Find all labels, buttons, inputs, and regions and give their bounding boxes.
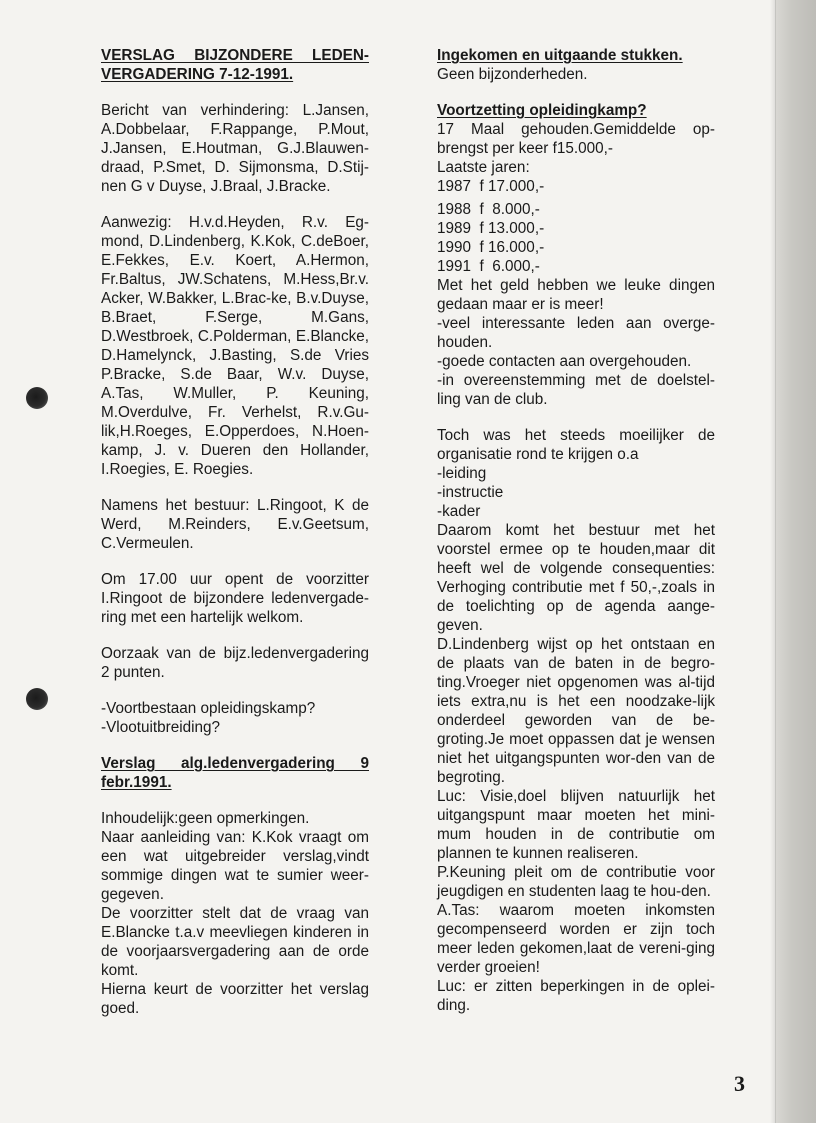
difficulty-text: Toch was het steeds moeilijker de organisatie rond te krijgen o.a	[437, 427, 715, 463]
last-years-label: Laatste jaren:	[437, 159, 530, 176]
page-edge-shadow	[770, 0, 776, 1123]
proposal-text: Daarom komt het bestuur met het voorstel ermee op te houden,maar dit heeft wel de volgende consequenties: Verhoging contributie met f 50,-,zoals in de toelichting op de agenda aange-geven.	[437, 522, 715, 634]
review-paragraphs	[101, 809, 369, 1018]
year-row: 1988 f 8.000,-	[437, 201, 540, 218]
opening-text: Om 17.00 uur opent de voorzitter I.Ringoot de bijzondere ledenvergade-ring met een hartelijk welkom.	[101, 571, 369, 626]
punch-hole-bottom	[26, 688, 48, 710]
year-row: 1990 f 16.000,-	[437, 239, 545, 256]
opening-paragraph	[101, 570, 369, 627]
attendees-text: Aanwezig: H.v.d.Heyden, R.v. Eg-mond, D.Lindenberg, K.Kok, C.deBoer, E.Fekkes, E.v. Koert, A.Hermon, Fr.Baltus, JW.Schatens, M.Hess,Br.v. Acker, W.Bakker, L.Brac-ke, B.v.Duyse, B.Braet, F.Serge, M.Gans, D.Westbroek, C.Polderman, E.Blancke, D.Hamelynck, J.Basting, S.de Vries P.Bracke, S.de Baar, W.v. Duyse, A.Tas, W.Muller, P. Keuning, M.Overdulve, Fr. Verhelst, R.v.Gu-lik,H.Roeges, E.Opperdoes, N.Hoen-kamp, J. v. Dueren den Hollander, I.Roegies, E. Roegies.	[101, 214, 369, 478]
verslag2-heading	[101, 754, 369, 792]
page-number: 3	[734, 1071, 745, 1096]
year-row: 1987 f 17.000,-	[437, 178, 545, 195]
cause-text: Oorzaak van de bijz.ledenvergadering 2 punten.	[101, 645, 369, 681]
absentees-text: Bericht van verhindering: L.Jansen, A.Dobbelaar, F.Rappange, P.Mout, J.Jansen, E.Houtman, G.J.Blauwen-draad, P.Smet, D. Sijmonsma, D.Stij-nen G v Duyse, J.Braal, J.Bracke.	[101, 102, 369, 195]
members-text: -veel interessante leden aan overge-houden.	[437, 315, 715, 351]
verslag-heading	[101, 46, 369, 84]
board-text: Namens het bestuur: L.Ringoot, K de Werd, M.Reinders, E.v.Geetsum, C.Vermeulen.	[101, 497, 369, 552]
year-row: 1991 f 6.000,-	[437, 258, 540, 275]
money-text: Met het geld hebben we leuke dingen gedaan maar er is meer!	[437, 277, 715, 313]
discussion-section	[437, 426, 715, 1015]
page-edge	[775, 0, 816, 1123]
approval-remark: Hierna keurt de voorzitter het verslag goed.	[101, 981, 369, 1017]
content-remarks: Inhoudelijk:geen opmerkingen.	[101, 810, 310, 827]
held-text: 17 Maal gehouden.Gemiddelde op-brengst per keer f15.000,-	[437, 121, 715, 157]
incoming-text: Geen bijzonderheden.	[437, 66, 588, 83]
blancke-remark: De voorzitter stelt dat de vraag van E.Blancke t.a.v meevliegen kinderen in de voorjaarsvergadering aan de orde komt.	[101, 905, 369, 979]
incoming-heading: Ingekomen en uitgaande stukken.	[437, 47, 683, 64]
continuation-section	[437, 101, 715, 409]
attendees-paragraph	[101, 213, 369, 479]
issue-leiding: -leiding	[437, 465, 487, 482]
lindenberg-text: D.Lindenberg wijst op het ontstaan en de plaats van de baten in de begro-ting.Vroeger niet opgenomen was al-tijd iets extra,nu is het een noodzake-lijk onderdeel geworden van de be-groting.Je moet oppassen dat je wensen niet het uitgangspunten wor-den van de begroting.	[437, 636, 715, 786]
left-column	[101, 46, 369, 1018]
verslag2-heading-line2: febr.1991.	[101, 774, 172, 791]
right-column	[437, 46, 715, 1015]
verslag-heading-text: VERSLAG BIJZONDERE LEDEN-VERGADERING 7-12-1991.	[101, 47, 369, 83]
cause-paragraph	[101, 644, 369, 682]
tas-text: A.Tas: waarom moeten inkomsten gecompenseerd worden er zijn toch meer leden gekomen,laat de vereni-ging verder groeien!	[437, 902, 715, 976]
continuation-heading: Voortzetting opleidingkamp?	[437, 102, 647, 119]
absentees-paragraph	[101, 101, 369, 196]
agenda-point-1: -Voortbestaan opleidingskamp?	[101, 700, 316, 717]
kok-remark: Naar aanleiding van: K.Kok vraagt om een wat uitgebreider verslag,vindt sommige dingen wat te sumier weer-gegeven.	[101, 829, 369, 903]
issue-instructie: -instructie	[437, 484, 504, 501]
year-row: 1989 f 13.000,-	[437, 220, 545, 237]
board-paragraph	[101, 496, 369, 553]
verslag2-heading-line1: Verslag alg.ledenvergadering 9	[101, 755, 369, 772]
agenda-points	[101, 699, 369, 737]
luc-text-2: Luc: er zitten beperkingen in de oplei-ding.	[437, 978, 715, 1014]
keuning-text: P.Keuning pleit om de contributie voor jeugdigen en studenten laag te hou-den.	[437, 864, 715, 900]
punch-hole-top	[26, 387, 48, 409]
incoming-section	[437, 46, 715, 84]
issue-kader: -kader	[437, 503, 481, 520]
agenda-point-2: -Vlootuitbreiding?	[101, 719, 221, 736]
luc-text-1: Luc: Visie,doel blijven natuurlijk het uitgangspunt maar moeten het mini-mum houden in de contributie om plannen te kunnen realiseren.	[437, 788, 715, 862]
goal-text: -in overeenstemming met de doelstel-ling van de club.	[437, 372, 715, 408]
contacts-text: -goede contacten aan overgehouden.	[437, 353, 692, 370]
